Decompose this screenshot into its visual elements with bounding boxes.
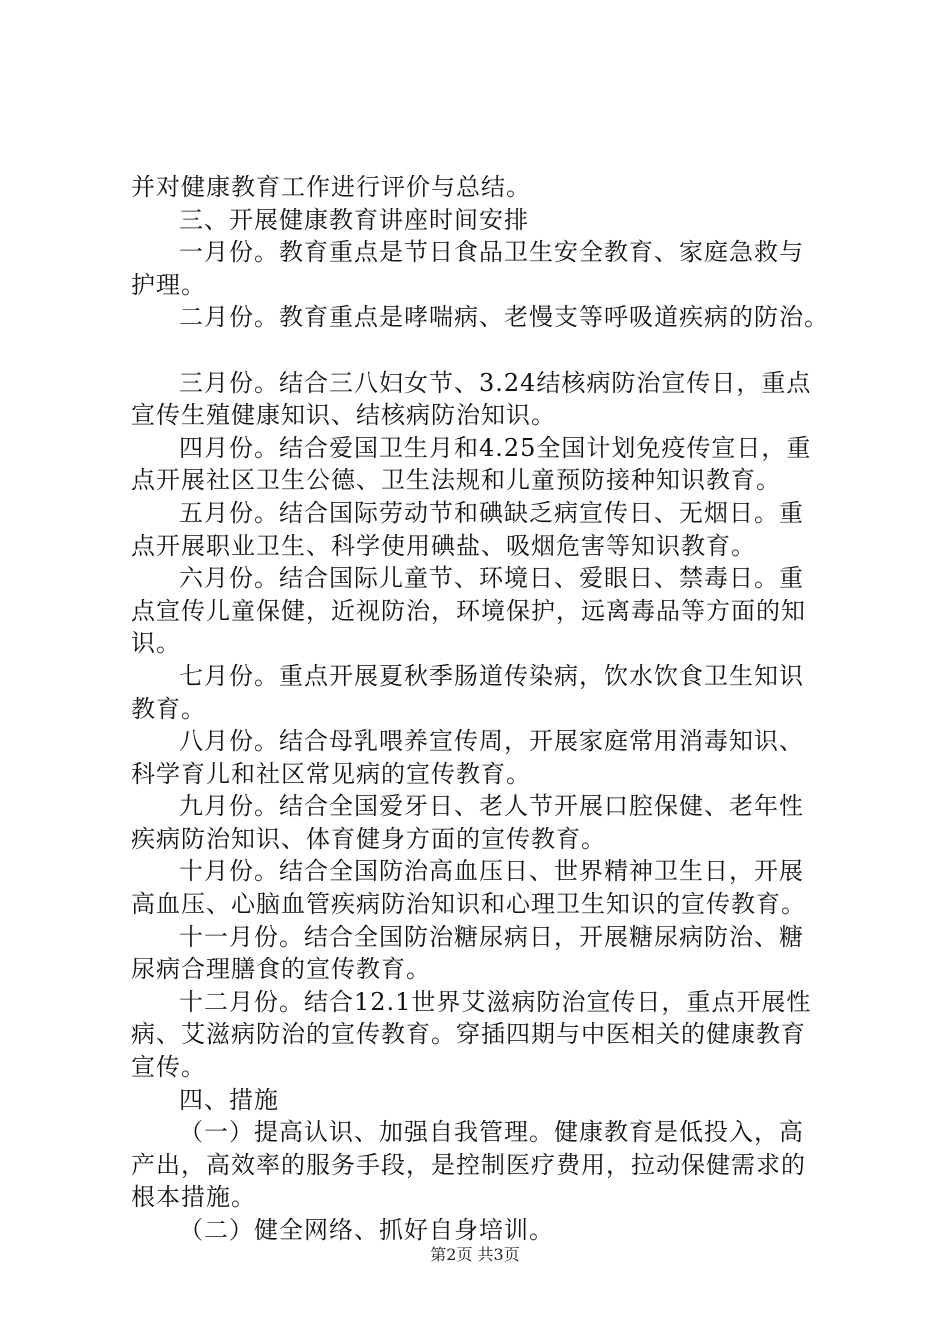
document-body [131,171,831,1247]
paragraph-line: 点开展职业卫生、科学使用碘盐、吸烟危害等知识教育。 [131,531,756,560]
paragraph-line: 一月份。教育重点是节日食品卫生安全教育、家庭急救与 [179,238,804,267]
paragraph-line: 十月份。结合全国防治高血压日、世界精神卫生日，开展 [179,857,804,886]
paragraph-line: 识。 [131,629,181,658]
paragraph-line: 七月份。重点开展夏秋季肠道传染病，饮水饮食卫生知识 [179,661,804,690]
paragraph-line: 科学育儿和社区常见病的宣传教育。 [131,759,531,788]
paragraph-line: （二）健全网络、抓好自身培训。 [179,1216,554,1244]
paragraph-line: 并对健康教育工作进行评价与总结。 [131,173,531,201]
paragraph-line: 高血压、心脑血管疾病防治知识和心理卫生知识的宣传教育。 [131,890,806,919]
paragraph-line: 十一月份。结合全国防治糖尿病日，开展糖尿病防治、糖 [179,922,804,951]
paragraph-line: 宣传。 [131,1053,206,1082]
blank-line [131,334,831,367]
paragraph-line: 四月份。结合爱国卫生月和4.25全国计划免疫传宣日，重 [179,433,812,462]
paragraph-line: 二月份。教育重点是哮喘病、老慢支等呼吸道疾病的防治。 [179,303,829,332]
paragraph-line: 五月份。结合国际劳动节和碘缺乏病宣传日、无烟日。重 [179,498,804,527]
paragraph-line: 六月份。结合国际儿童节、环境日、爱眼日、禁毒日。重 [179,564,804,593]
section-heading: 四、措施 [179,1085,279,1114]
page-number-footer: 第2页 共3页 [430,1245,520,1264]
paragraph-line: 病、艾滋病防治的宣传教育。穿插四期与中医相关的健康教育 [131,1020,806,1049]
paragraph-line: 点开展社区卫生公德、卫生法规和儿童预防接种知识教育。 [131,466,781,495]
paragraph-line: （一）提高认识、加强自我管理。健康教育是低投入，高 [179,1118,804,1147]
paragraph-line: 教育。 [131,694,206,723]
paragraph-line: 产出，高效率的服务手段，是控制医疗费用，拉动保健需求的 [131,1150,806,1179]
section-heading: 三、开展健康教育讲座时间安排 [179,205,529,234]
paragraph-line: 疾病防治知识、体育健身方面的宣传教育。 [131,824,606,853]
paragraph-line: 十二月份。结合12.1世界艾滋病防治宣传日，重点开展性 [179,987,812,1016]
paragraph-line: 八月份。结合母乳喂养宣传周，开展家庭常用消毒知识、 [179,727,804,756]
paragraph-line: 九月份。结合全国爱牙日、老人节开展口腔保健、老年性 [179,792,804,821]
paragraph-line: 护理。 [131,270,206,299]
paragraph-line: 根本措施。 [131,1183,256,1212]
paragraph-line: 点宣传儿童保健，近视防治，环境保护，远离毒品等方面的知 [131,596,806,625]
paragraph-line: 三月份。结合三八妇女节、3.24结核病防治宣传日，重点 [179,368,812,397]
paragraph-line: 宣传生殖健康知识、结核病防治知识。 [131,401,556,430]
paragraph-line: 尿病合理膳食的宣传教育。 [131,955,431,984]
